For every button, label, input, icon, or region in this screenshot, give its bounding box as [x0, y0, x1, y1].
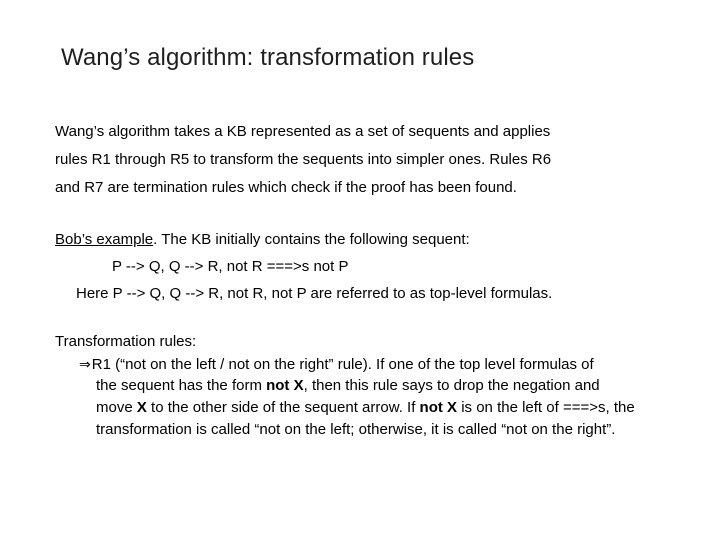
intro-line-3: and R7 are termination rules which check if the proof has been found. [55, 179, 517, 196]
example-note: Here P --> Q, Q --> R, not R, not P are referred to as top-level formulas. [76, 285, 553, 302]
example-heading-line [55, 226, 552, 253]
rule-r1-text-2b: , then this rule says to drop the negation and [303, 377, 600, 394]
rule-r1-line-2 [55, 376, 635, 398]
example-heading: Bob’s example [55, 231, 154, 248]
rules-block [55, 332, 635, 442]
double-arrow-right-icon: ⇒ [79, 356, 91, 372]
rule-r1-line-1 [55, 354, 635, 376]
example-heading-rest: . The KB initially contains the following sequent: [153, 231, 470, 248]
rule-r1-bold-not-x: not X [266, 377, 304, 394]
example-block [55, 226, 552, 307]
rule-r1-text-3c: is on the left of ===>s, the [457, 399, 635, 416]
rule-r1-bold-x: X [136, 399, 147, 416]
intro-line-2: rules R1 through R5 to transform the sequents into simpler ones. Rules R6 [55, 151, 552, 168]
intro-line-1: Wang’s algorithm takes a KB represented as a set of sequents and applies [55, 123, 551, 140]
rule-r1-line-4: transformation is called “not on the left; otherwise, it is called “not on the right”. [96, 421, 616, 438]
rule-r1-text-2a: the sequent has the form [96, 377, 267, 394]
rule-r1-text-1: R1 (“not on the left / not on the right” rule). If one of the top level formulas of [91, 356, 594, 373]
rules-heading: Transformation rules: [55, 333, 197, 350]
example-sequent: P --> Q, Q --> R, not R ===>s not P [112, 258, 349, 275]
rule-r1-text-3a: move [96, 399, 137, 416]
rule-r1-bold-not-x-2: not X [419, 399, 458, 416]
rule-r1-line-3 [55, 398, 635, 420]
rule-r1-text-3b: to the other side of the sequent arrow. If [146, 399, 420, 416]
slide-title: Wang’s algorithm: transformation rules [61, 44, 475, 71]
intro-paragraph [55, 118, 551, 202]
